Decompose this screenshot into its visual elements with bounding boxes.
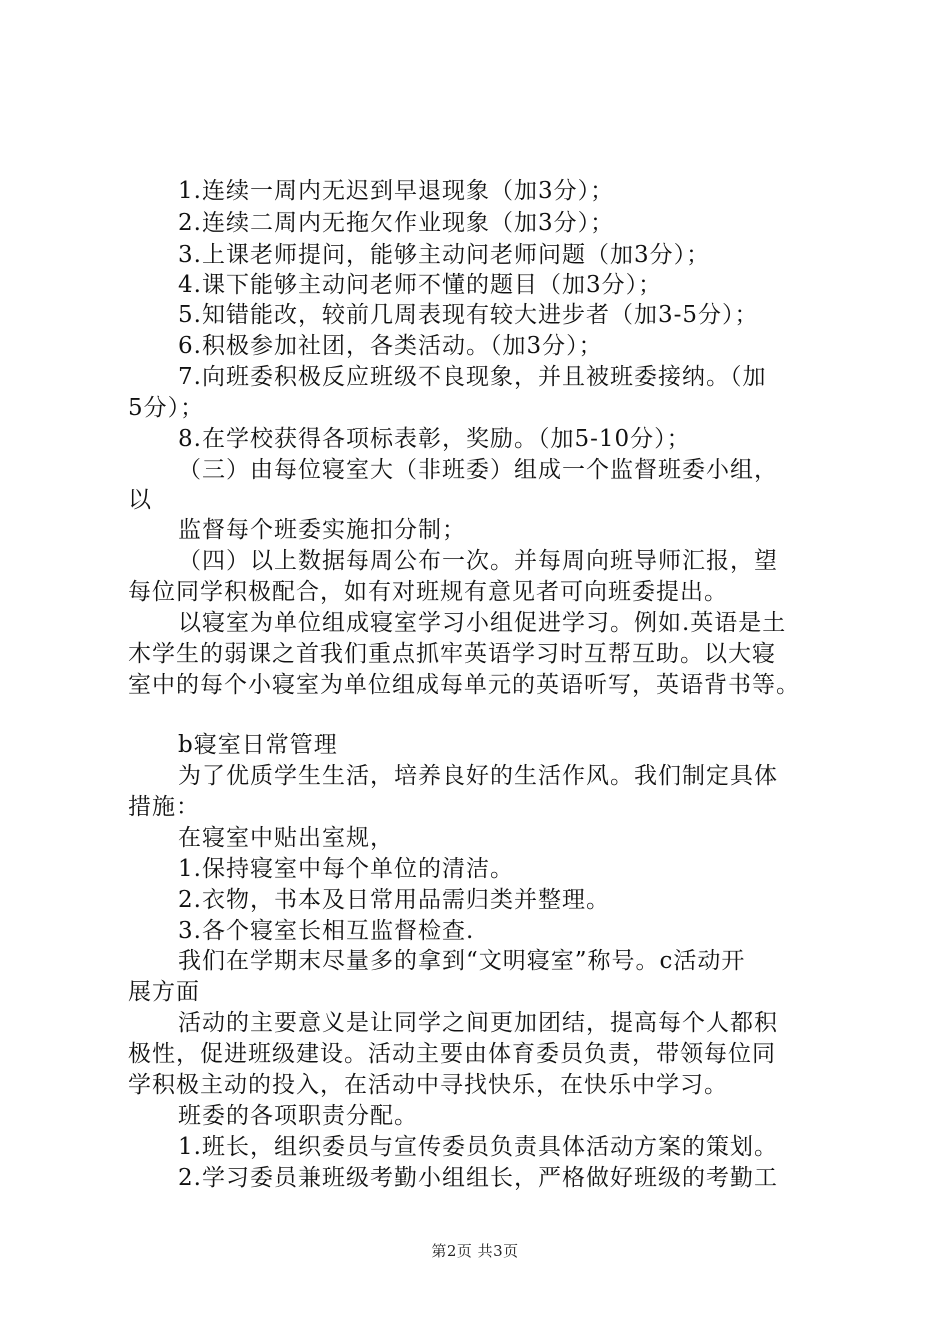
text-line: 学积极主动的投入，在活动中寻找快乐，在快乐中学习。: [128, 1072, 728, 1098]
text-line: 活动的主要意义是让同学之间更加团结，提高每个人都积: [178, 1010, 778, 1036]
text-line: 6.积极参加社团，各类活动。（加3分）；: [178, 333, 603, 359]
text-line: 3.上课老师提问，能够主动问老师问题（加3分）；: [178, 242, 711, 268]
text-line: 2.连续二周内无拖欠作业现象（加3分）；: [178, 210, 615, 236]
text-line: 为了优质学生生活，培养良好的生活作风。我们制定具体: [178, 763, 778, 789]
text-line: 1.班长，组织委员与宣传委员负责具体活动方案的策划。: [178, 1134, 778, 1160]
text-line: 措施：: [128, 794, 200, 820]
text-line: 7.向班委积极反应班级不良现象，并且被班委接纳。（加: [178, 364, 767, 390]
text-line: 5分）；: [128, 395, 205, 421]
text-line: 班委的各项职责分配。: [178, 1103, 418, 1129]
text-line: 展方面: [128, 979, 200, 1005]
text-line: 2.学习委员兼班级考勤小组组长，严格做好班级的考勤工: [178, 1165, 778, 1191]
text-line: （四）以上数据每周公布一次。并每周向班导师汇报，望: [178, 548, 778, 574]
text-line: 5.知错能改，较前几周表现有较大进步者（加3-5分）；: [178, 302, 759, 328]
text-line: 1.保持寝室中每个单位的清洁。: [178, 856, 514, 882]
text-line: 极性，促进班级建设。活动主要由体育委员负责，带领每位同: [128, 1041, 776, 1067]
section-heading: b寝室日常管理: [178, 732, 338, 758]
text-line: 我们在学期末尽量多的拿到“文明寝室”称号。c活动开: [178, 948, 746, 974]
text-line: 3.各个寝室长相互监督检查.: [178, 918, 475, 944]
text-line: （三）由每位寝室大（非班委）组成一个监督班委小组，: [178, 457, 778, 483]
text-line: 2.衣物，书本及日常用品需归类并整理。: [178, 887, 610, 913]
page-footer: 第2页 共3页: [431, 1242, 519, 1260]
text-line: 1.连续一周内无迟到早退现象（加3分）；: [178, 178, 615, 204]
text-line: 每位同学积极配合，如有对班规有意见者可向班委提出。: [128, 579, 728, 605]
text-line: 4.课下能够主动问老师不懂的题目（加3分）；: [178, 272, 663, 298]
text-line: 8.在学校获得各项标表彰，奖励。（加5-10分）；: [178, 426, 691, 452]
text-line: 在寝室中贴出室规，: [178, 825, 394, 851]
text-line: 木学生的弱课之首我们重点抓牢英语学习时互帮互助。以大寝: [128, 641, 776, 667]
text-line: 以: [128, 487, 152, 513]
text-line: 监督每个班委实施扣分制；: [178, 517, 466, 543]
text-line: 室中的每个小寝室为单位组成每单元的英语听写，英语背书等。: [128, 672, 800, 698]
text-line: 以寝室为单位组成寝室学习小组促进学习。例如.英语是土: [178, 610, 787, 636]
